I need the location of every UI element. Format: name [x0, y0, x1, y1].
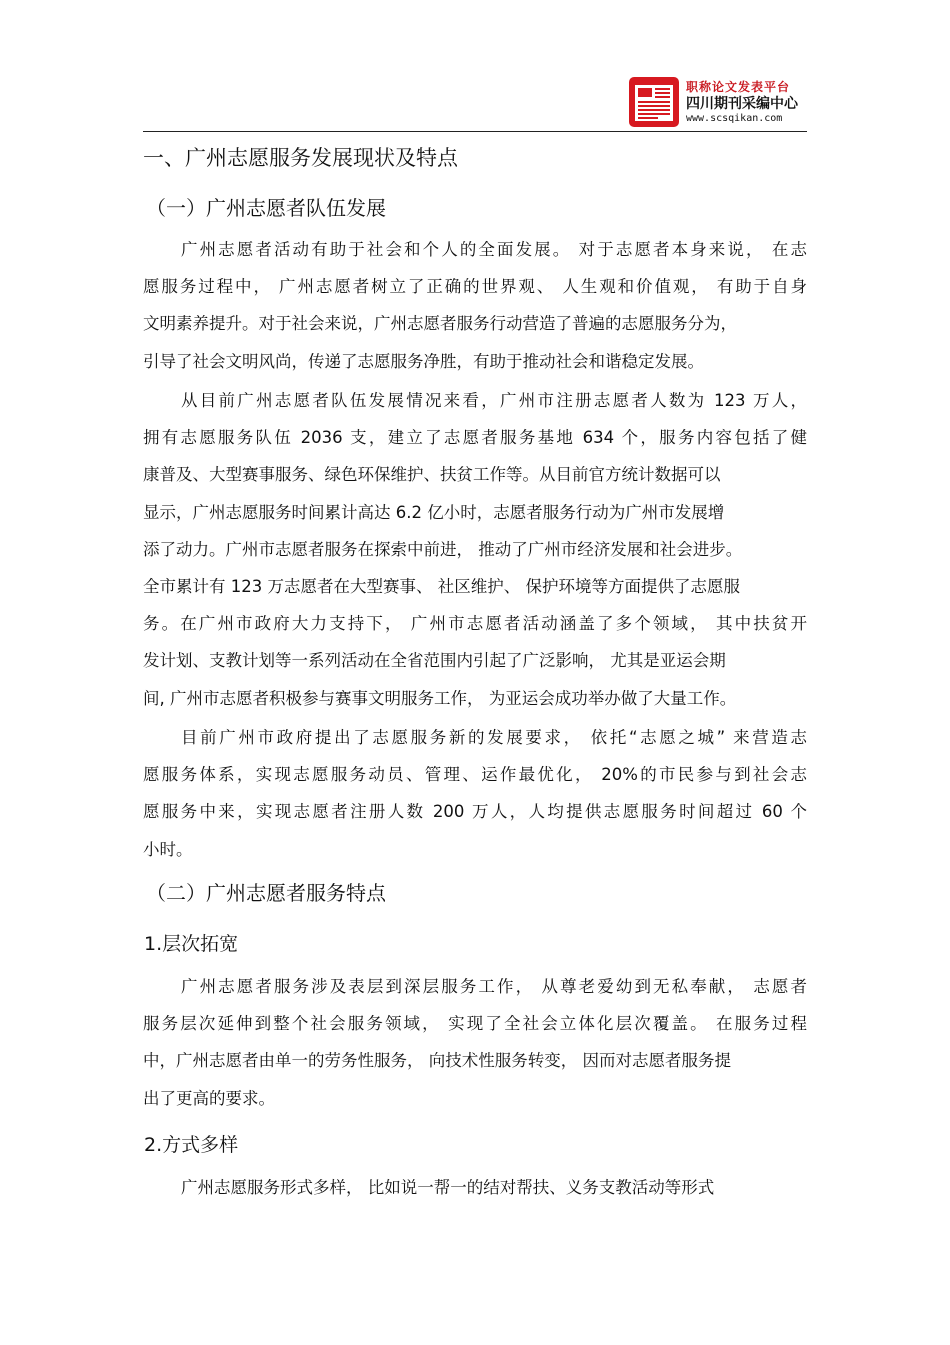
logo-org-name: 四川期刊采编中心 [686, 96, 798, 112]
text-line: 拥有志愿服务队伍 2036 支，建立了志愿者服务基地 634 个，服务内容包括了健 [143, 428, 807, 448]
text-line: 全市累计有 123 万志愿者在大型赛事、 社区维护、 保护环境等方面提供了志愿服 [143, 576, 740, 596]
text-line: 愿服务中来，实现志愿者注册人数 200 万人，人均提供志愿服务时间超过 60 个 [143, 802, 807, 822]
text-line: 广州志愿者服务涉及表层到深层服务工作， 从尊老爱幼到无私奉献， 志愿者 [181, 977, 807, 996]
paragraph-4 [143, 968, 807, 1117]
text-line: 从目前广州志愿者队伍发展情况来看，广州市注册志愿者人数为 123 万人， [181, 391, 807, 410]
text-line: 广州志愿服务形式多样， 比如说一帮一的结对帮扶、义务支教活动等形式 [181, 1178, 715, 1197]
text-line: 中，广州志愿者由单一的劳务性服务， 向技术性服务转变， 因而对志愿者服务提 [143, 1051, 731, 1071]
text-line: 愿服务过程中， 广州志愿者树立了正确的世界观、 人生观和价值观， 有助于自身 [143, 277, 807, 297]
logo-website: www.scsqikan.com [686, 113, 783, 124]
section-title: 一、广州志愿服务发展现状及特点 [143, 146, 458, 170]
subsection-title-2: （二）广州志愿者服务特点 [146, 881, 386, 905]
subsection-title-1: （一）广州志愿者队伍发展 [146, 196, 386, 220]
text-line: 出了更高的要求。 [143, 1088, 275, 1108]
logo-tagline: 职称论文发表平台 [686, 80, 791, 94]
text-line: 广州志愿者活动有助于社会和个人的全面发展。 对于志愿者本身来说， 在志 [181, 240, 807, 259]
text-line: 文明素养提升。对于社会来说，广州志愿者服务行动营造了普遍的志愿服务分为， [143, 314, 737, 334]
text-line: 愿服务体系，实现志愿服务动员、管理、运作最优化， 20%的市民参与到社会志 [143, 765, 807, 785]
text-line: 显示，广州志愿服务时间累计高达 6.2 亿小时，志愿者服务行动为广州市发展增 [143, 502, 725, 522]
text-line: 引导了社会文明风尚，传递了志愿服务净胜，有助于推动社会和谐稳定发展。 [143, 351, 704, 371]
text-line: 服务层次延伸到整个社会服务领域， 实现了全社会立体化层次覆盖。 在服务过程 [143, 1014, 807, 1034]
paragraph-2 [143, 382, 807, 717]
publisher-logo [628, 76, 803, 128]
text-line: 小时。 [143, 839, 193, 859]
item-title-1: 1.层次拓宽 [144, 933, 239, 955]
newspaper-logo-icon [628, 76, 680, 128]
header-divider [143, 131, 807, 132]
text-line: 间, 广州市志愿者积极参与赛事文明服务工作， 为亚运会成功举办做了大量工作。 [143, 688, 737, 708]
text-line: 务。在广州市政府大力支持下， 广州市志愿者活动涵盖了多个领域， 其中扶贫开 [143, 614, 807, 634]
paragraph-1 [143, 231, 807, 380]
paragraph-3 [143, 719, 807, 868]
item-title-2: 2.方式多样 [144, 1134, 239, 1156]
text-line: 添了动力。广州市志愿者服务在探索中前进， 推动了广州市经济发展和社会进步。 [143, 539, 743, 559]
text-line: 目前广州市政府提出了志愿服务新的发展要求， 依托“志愿之城” 来营造志 [181, 728, 807, 747]
text-line: 发计划、支教计划等一系列活动在全省范围内引起了广泛影响， 尤其是亚运会期 [143, 651, 726, 671]
text-line: 康普及、大型赛事服务、绿色环保维护、扶贫工作等。从目前官方统计数据可以 [143, 465, 721, 485]
paragraph-5 [143, 1169, 807, 1206]
